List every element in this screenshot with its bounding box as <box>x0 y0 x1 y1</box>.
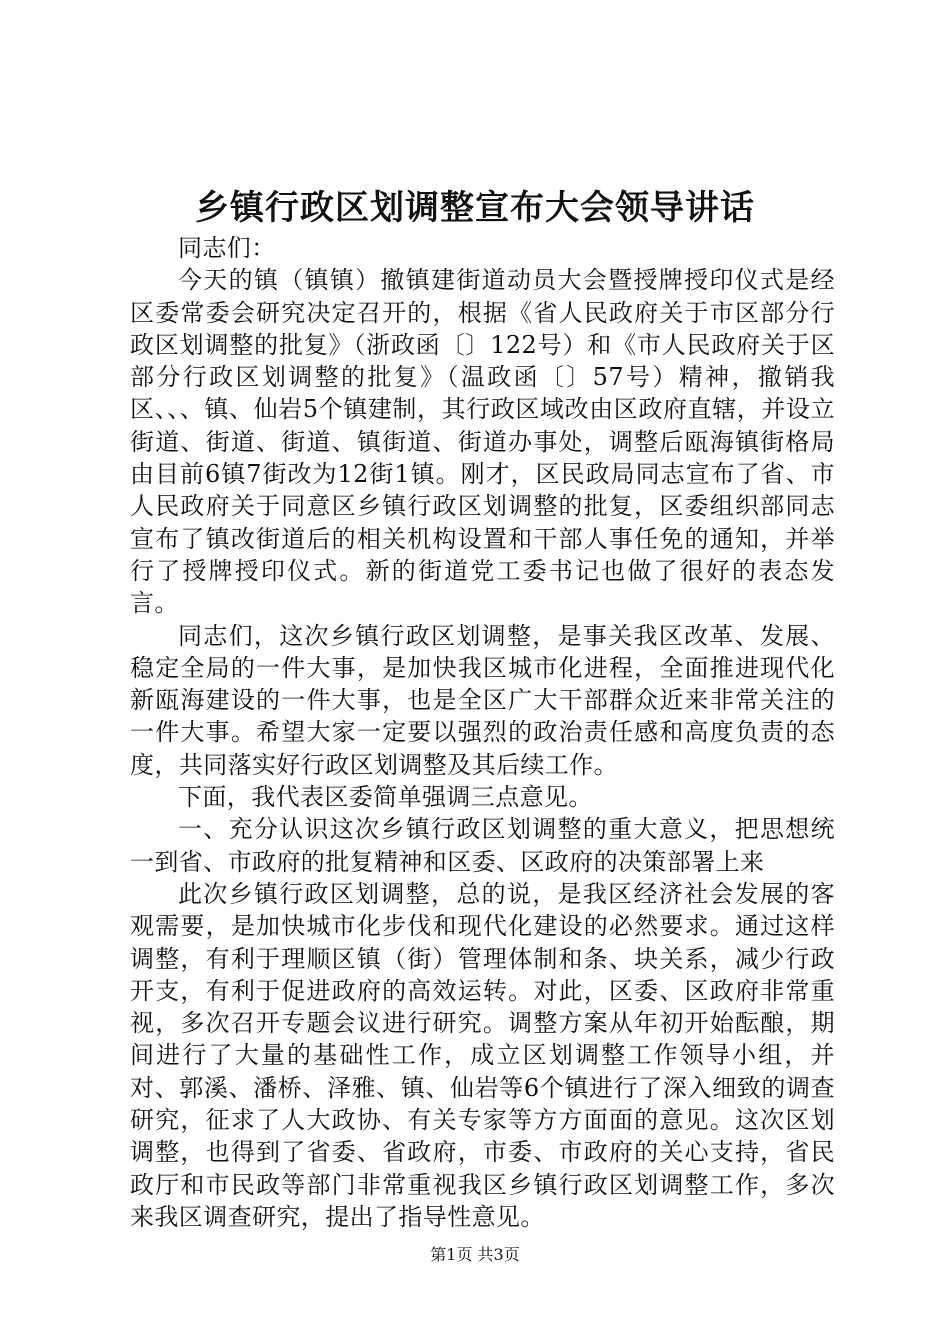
paragraph-salutation: 同志们： <box>178 234 276 262</box>
paragraph-3: 下面，我代表区委简单强调三点意见。 <box>178 783 593 812</box>
paragraph-4: 此次乡镇行政区划调整，总的说，是我区经济社会发展的客观需要，是加快城市化步伐和现代化建设的必然要求。通过这样调整，有利于理顺区镇（街）管理体制和条、块关系，减少行政开支，有利于促进政府的高效运转。对此，区委、区政府非常重视，多次召开专题会议进行研究。调整方案从年初开始酝酿，期间进行了大量的基础性工作，成立区划调整工作领导小组，并对、郭溪、潘桥、泽雅、镇、仙岩等6个镇进行了深入细致的调查研究，征求了人大政协、有关专家等方方面面的意见。这次区划调整，也得到了省委、省政府，市委、市政府的关心支持，省民政厅和市民政等部门非常重视我区乡镇行政区划调整工作，多次来我区调查研究，提出了指导性意见。 <box>130 879 835 1231</box>
document-title: 乡镇行政区划调整宣布大会领导讲话 <box>195 188 755 228</box>
document-body <box>130 232 835 1233</box>
paragraph-2: 同志们，这次乡镇行政区划调整，是事关我区改革、发展、稳定全局的一件大事，是加快我区城市化进程，全面推进现代化新瓯海建设的一件大事，也是全区广大干部群众近来非常关注的一件大事。希望大家一定要以强烈的政治责任感和高度负责的态度，共同落实好行政区划调整及其后续工作。 <box>130 621 835 779</box>
section-heading-1: 一、充分认识这次乡镇行政区划调整的重大意义，把思想统一到省、市政府的批复精神和区委、区政府的决策部署上来 <box>130 815 835 876</box>
paragraph-1: 今天的镇（镇镇）撤镇建街道动员大会暨授牌授印仪式是经区委常委会研究决定召开的，根据《省人民政府关于市区部分行政区划调整的批复》（浙政函〔〕122号）和《市人民政府关于区部分行政区划调整的批复》（温政函〔〕57号）精神，撤销我区、、、镇、仙岩5个镇建制，其行政区域改由区政府直辖，并设立街道、街道、街道、镇街道、街道办事处，调整后瓯海镇街格局由目前6镇7街改为12街1镇。刚才，区民政局同志宣布了省、市人民政府关于同意区乡镇行政区划调整的批复，区委组织部同志宣布了镇改街道后的相关机构设置和干部人事任免的通知，并举行了授牌授印仪式。新的街道党工委书记也做了很好的表态发言。 <box>130 266 835 618</box>
page-footer: 第1页 共3页 <box>430 1245 520 1264</box>
